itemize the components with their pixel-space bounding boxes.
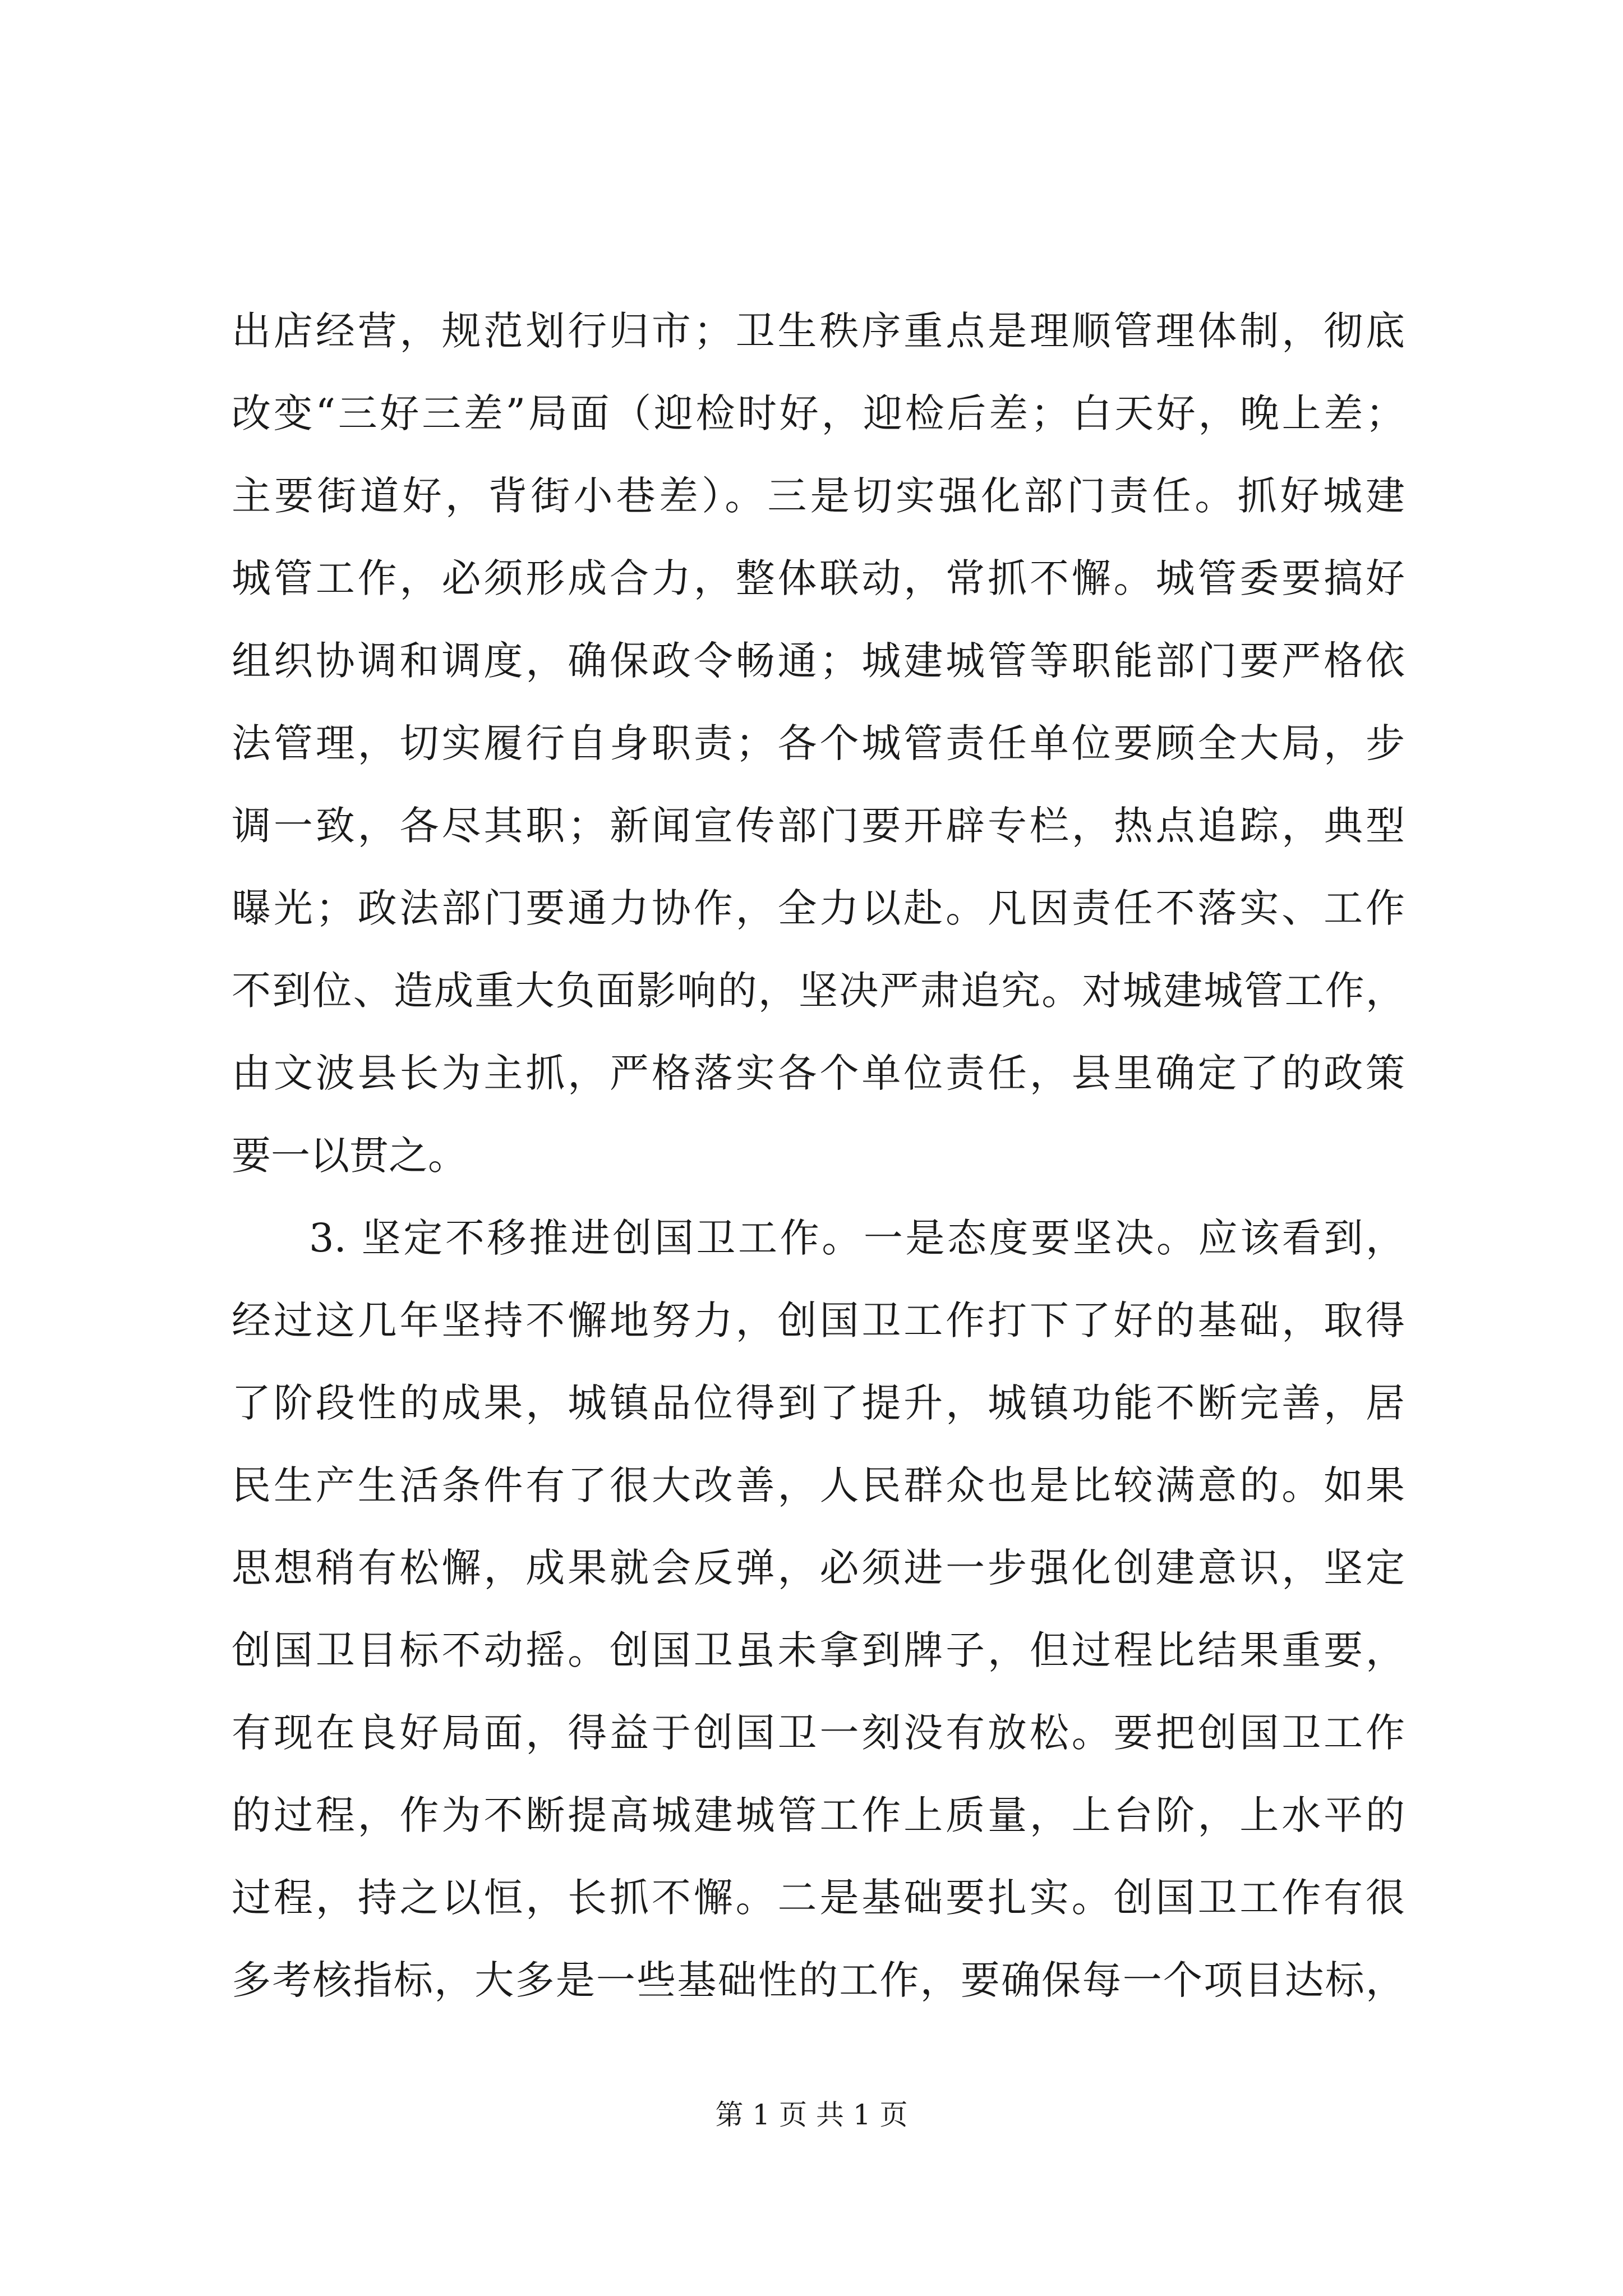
- text-line: 组织协调和调度，确保政令畅通；城建城管等职能部门要严格依: [232, 638, 1405, 684]
- text-line: 民生产生活条件有了很大改善，人民群众也是比较满意的。如果: [232, 1462, 1405, 1508]
- text-line: 不到位、造成重大负面影响的，坚决严肃追究。对城建城管工作，: [232, 968, 1405, 1014]
- text-line: 调一致，各尽其职；新闻宣传部门要开辟专栏，热点追踪，典型: [232, 803, 1405, 849]
- text-line: 3. 坚定不移推进创国卫工作。一是态度要坚决。应该看到，: [309, 1215, 1405, 1261]
- page-number-label: 第 1 页 共 1 页: [715, 2099, 908, 2131]
- text-line: 多考核指标，大多是一些基础性的工作，要确保每一个项目达标，: [232, 1957, 1405, 2003]
- text-line: 主要街道好，背街小巷差）。三是切实强化部门责任。抓好城建: [232, 473, 1405, 519]
- text-line: 改变“三好三差”局面（迎检时好，迎检后差；白天好，晚上差；: [232, 390, 1405, 436]
- text-line: 的过程，作为不断提高城建城管工作上质量，上台阶，上水平的: [232, 1792, 1405, 1838]
- text-line: 出店经营，规范划行归市；卫生秩序重点是理顺管理体制，彻底: [232, 308, 1405, 354]
- text-line: 思想稍有松懈，成果就会反弹，必须进一步强化创建意识，坚定: [232, 1545, 1405, 1591]
- text-line: 城管工作，必须形成合力，整体联动，常抓不懈。城管委要搞好: [232, 555, 1405, 601]
- text-line: 创国卫目标不动摇。创国卫虽未拿到牌子，但过程比结果重要，: [232, 1627, 1405, 1673]
- page-footer: [0, 2095, 1623, 2134]
- text-line: 要一以贯之。: [232, 1133, 467, 1179]
- text-line: 有现在良好局面，得益于创国卫一刻没有放松。要把创国卫工作: [232, 1710, 1405, 1756]
- text-line: 经过这几年坚持不懈地努力，创国卫工作打下了好的基础，取得: [232, 1297, 1405, 1343]
- text-line: 法管理，切实履行自身职责；各个城管责任单位要顾全大局，步: [232, 720, 1405, 766]
- text-line: 曝光；政法部门要通力协作，全力以赴。凡因责任不落实、工作: [232, 885, 1405, 931]
- text-line: 过程，持之以恒，长抓不懈。二是基础要扎实。创国卫工作有很: [232, 1875, 1405, 1921]
- text-line: 由文波县长为主抓，严格落实各个单位责任，县里确定了的政策: [232, 1050, 1405, 1096]
- text-line: 了阶段性的成果，城镇品位得到了提升，城镇功能不断完善，居: [232, 1380, 1405, 1426]
